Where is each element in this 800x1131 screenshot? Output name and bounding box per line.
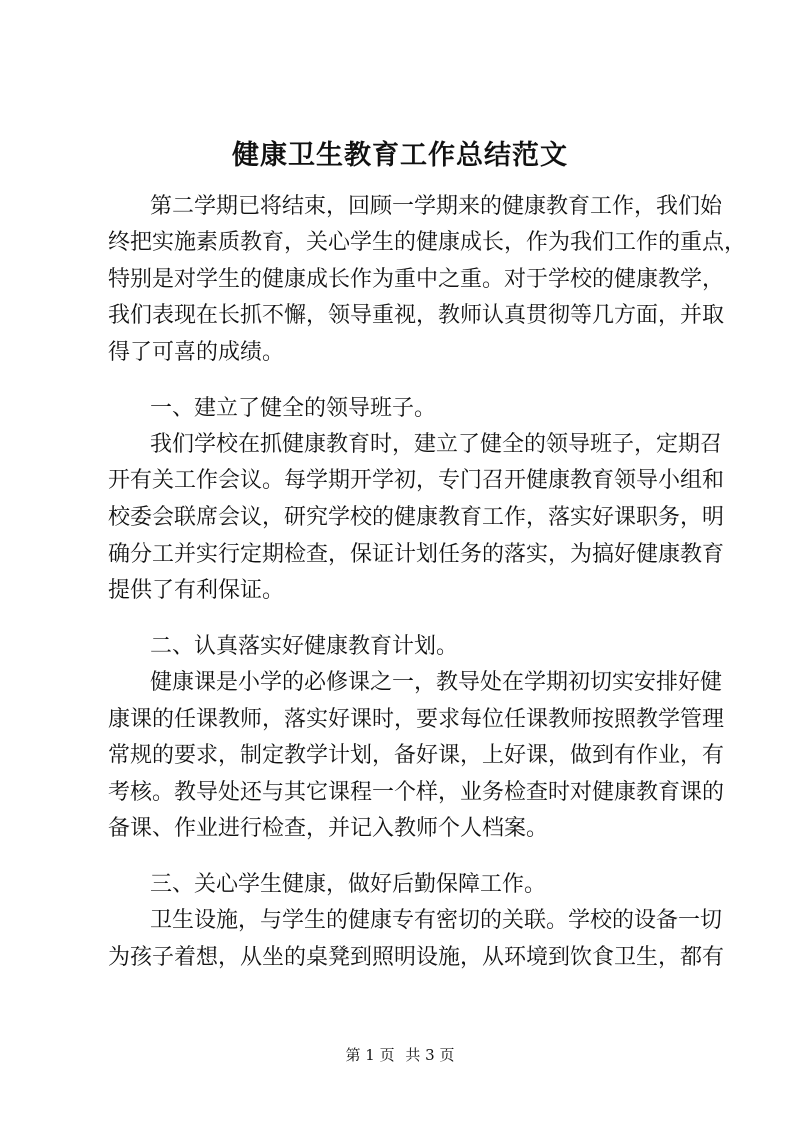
page-number: 第 1 页 (345, 1046, 395, 1064)
body-line-9: 校委会联席会议，研究学校的健康教育工作，落实好课职务，明 (108, 505, 725, 530)
body-line-15: 常规的要求，制定教学计划，备好课，上好课，做到有作业，有 (108, 743, 725, 768)
page-total: 共 3 页 (405, 1046, 455, 1064)
section-heading-2: 二、认真落实好健康教育计划。 (150, 634, 459, 659)
body-line-17: 备课、作业进行检查，并记入教师个人档案。 (108, 816, 549, 841)
section-heading-3: 三、关心学生健康，做好后勤保障工作。 (150, 872, 547, 897)
body-line-16: 考核。教导处还与其它课程一个样，业务检查时对健康教育课的 (108, 780, 725, 805)
body-line-10: 确分工并实行定期检查，保证计划任务的落实，为搞好健康教育 (108, 542, 725, 567)
body-line-8: 开有关工作会议。每学期开学初，专门召开健康教育领导小组和 (108, 468, 725, 493)
body-line-5: 得了可喜的成绩。 (108, 340, 285, 365)
body-line-11: 提供了有利保证。 (108, 578, 285, 603)
body-line-2: 终把实施素质教育，关心学生的健康成长，作为我们工作的重点， (108, 230, 747, 255)
section-heading-1: 一、建立了健全的领导班子。 (150, 396, 437, 421)
body-line-19: 卫生设施，与学生的健康专有密切的关联。学校的设备一切 (150, 908, 723, 933)
body-line-3: 特别是对学生的健康成长作为重中之重。对于学校的健康教学， (108, 267, 725, 292)
body-line-4: 我们表现在长抓不懈，领导重视，教师认真贯彻等几方面，并取 (108, 303, 725, 328)
body-line-20: 为孩子着想，从坐的桌凳到照明设施，从环境到饮食卫生，都有 (108, 945, 725, 970)
page-footer (0, 1043, 800, 1067)
body-line-7: 我们学校在抓健康教育时，建立了健全的领导班子，定期召 (150, 432, 723, 457)
body-line-13: 健康课是小学的必修课之一，教导处在学期初切实安排好健 (150, 670, 723, 695)
body-line-1: 第二学期已将结束，回顾一学期来的健康教育工作，我们始 (150, 194, 723, 219)
body-line-14: 康课的任课教师，落实好课时，要求每位任课教师按照教学管理 (108, 707, 725, 732)
document-title: 健康卫生教育工作总结范文 (232, 140, 568, 171)
